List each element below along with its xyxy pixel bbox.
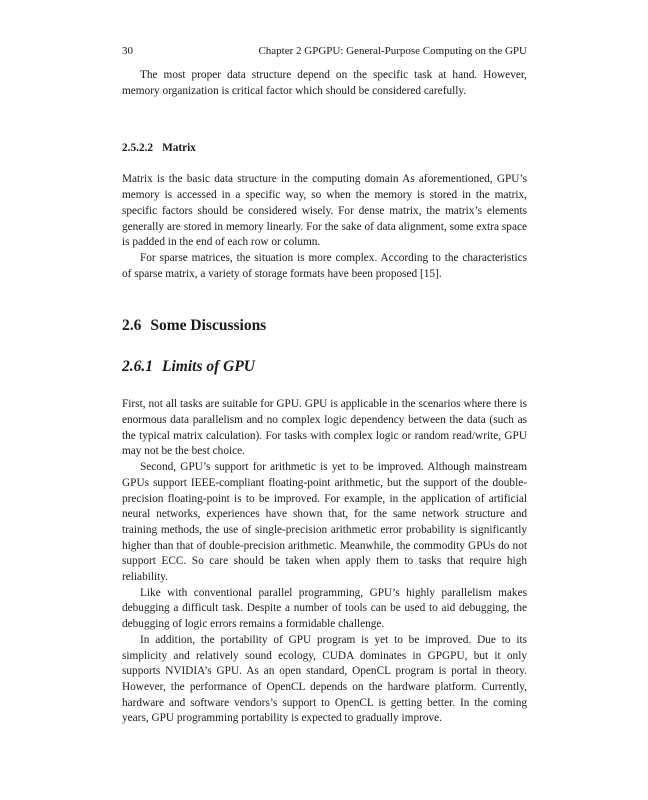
limits-paragraph-3: Like with conventional parallel programming, GPU’s highly parallelism makes debugging a difficult task. Despite a number of tools can be used to aid debugging, the debugging of logic errors remains a formidable challenge. (122, 586, 527, 631)
subsection-heading-matrix (122, 141, 527, 156)
matrix-paragraph-2: For sparse matrices, the situation is more complex. According to the characteristics of sparse matrix, a variety of storage formats have been proposed [15]. (122, 251, 527, 280)
subsection-title: Limits of GPU (162, 358, 255, 376)
section-title: Some Discussions (150, 317, 267, 335)
intro-paragraph: The most proper data structure depend on the specific task at hand. However, memory organization is critical factor which should be considered carefully. (122, 69, 527, 97)
matrix-paragraph-1: Matrix is the basic data structure in the computing domain As aforementioned, GPU’s memory is accessed in a specific way, so when the memory is stored in the matrix, specific factors should be considered wisely. For dense matrix, the matrix’s elements generally are stored in memory linearly. For the sake of data alignment, some extra space is padded in the end of each row or column. (122, 173, 527, 249)
page-body (122, 68, 527, 727)
subsection-heading-limits (122, 357, 527, 377)
subsection-number: 2.5.2.2 (122, 142, 154, 155)
chapter-title: Chapter 2 GPGPU: General-Purpose Computing on the GPU (258, 45, 527, 57)
page-number: 30 (122, 45, 133, 57)
section-heading-discussions (122, 316, 527, 336)
limits-paragraph-1: First, not all tasks are suitable for GPU. GPU is applicable in the scenarios where there is enormous data parallelism and no complex logic dependency between the data (such as the typical matrix calculation). For tasks with complex logic or random read/write, GPU may not be the best choice. (122, 398, 527, 458)
subsection-number: 2.6.1 (122, 358, 153, 376)
limits-paragraph-2: Second, GPU’s support for arithmetic is yet to be improved. Although mainstream GPUs support IEEE-compliant floating-point arithmetic, but the support of the double-precision floating-point is to be improved. For example, in the application of artificial neural networks, experiences have shown that, for the same network structure and training methods, the use of single-precision arithmetic error probability is significantly higher than that of double-precision arithmetic. Meanwhile, the commodity GPUs do not support ECC. So care should be taken when apply them to tasks that require high reliability. (122, 461, 527, 584)
subsection-title: Matrix (162, 142, 196, 155)
limits-paragraph-4: In addition, the portability of GPU program is yet to be improved. Due to its simplicity and relatively sound ecology, CUDA dominates in GPGPU, but it only supports NVIDIA’s GPU. As an open standard, OpenCL program is portal in theory. However, the performance of OpenCL depends on the hardware platform. Currently, hardware and software vendors’s support to OpenCL is getting better. In the coming years, GPU programming portability is expected to gradually improve. (122, 633, 527, 725)
running-header (122, 44, 527, 58)
section-number: 2.6 (122, 317, 142, 335)
